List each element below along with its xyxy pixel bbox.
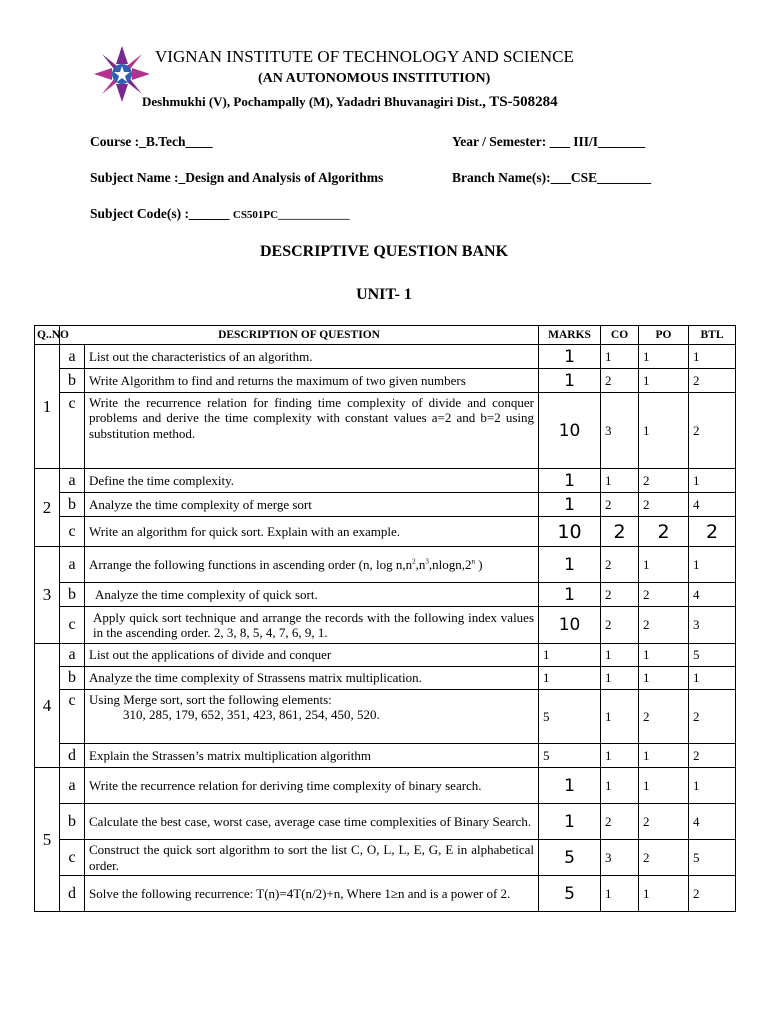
marks-cell: 10	[539, 393, 601, 469]
table-row	[35, 804, 736, 840]
question-number: 5	[35, 768, 60, 912]
subject-code-field	[90, 206, 350, 222]
sub-label: a	[60, 345, 85, 369]
question-text: Write an algorithm for quick sort. Explain with an example.	[85, 517, 539, 547]
question-text	[85, 690, 539, 744]
co-cell: 1	[601, 876, 639, 912]
marks-cell: 1	[539, 369, 601, 393]
question-text: Apply quick sort technique and arrange the records with the following index values in the ascending order. 2, 3, 8, 5, 4, 7, 6, 9, 1.	[85, 607, 539, 644]
marks-cell: 1	[539, 804, 601, 840]
header-description: DESCRIPTION OF QUESTION	[60, 326, 539, 345]
table-row	[35, 583, 736, 607]
superscript: 2	[412, 557, 416, 566]
co-cell: 2	[601, 517, 639, 547]
btl-cell: 2	[689, 690, 736, 744]
btl-cell: 4	[689, 583, 736, 607]
marks-cell: 1	[539, 644, 601, 667]
po-cell: 1	[639, 369, 689, 393]
table-row	[35, 469, 736, 493]
question-text	[85, 547, 539, 583]
question-text: Write the recurrence relation for deriving time complexity of binary search.	[85, 768, 539, 804]
table-row	[35, 644, 736, 667]
marks-cell: 5	[539, 876, 601, 912]
sub-label: a	[60, 547, 85, 583]
co-cell: 1	[601, 768, 639, 804]
question-text: Write the recurrence relation for finding time complexity of divide and conquer problems and derive the time complexity with constant values a=2 and b=2 using substitution method.	[85, 393, 539, 469]
sub-label: b	[60, 583, 85, 607]
co-cell: 2	[601, 547, 639, 583]
sub-label: d	[60, 876, 85, 912]
table-row	[35, 667, 736, 690]
btl-cell: 5	[689, 840, 736, 876]
po-cell: 2	[639, 840, 689, 876]
po-cell: 1	[639, 768, 689, 804]
text-part: )	[475, 556, 483, 572]
question-text: Construct the quick sort algorithm to sort the list C, O, L, L, E, G, E in alphabetical order.	[85, 840, 539, 876]
superscript: n	[471, 557, 475, 566]
table-row	[35, 607, 736, 644]
po-cell: 1	[639, 393, 689, 469]
btl-cell: 3	[689, 607, 736, 644]
sub-label: a	[60, 644, 85, 667]
marks-cell: 1	[539, 667, 601, 690]
marks-cell: 1	[539, 345, 601, 369]
po-cell: 1	[639, 547, 689, 583]
table-row	[35, 345, 736, 369]
question-number: 1	[35, 345, 60, 469]
po-cell: 2	[639, 690, 689, 744]
sub-label: b	[60, 804, 85, 840]
question-text: Calculate the best case, worst case, average case time complexities of Binary Search.	[85, 804, 539, 840]
table-row	[35, 369, 736, 393]
table-row	[35, 876, 736, 912]
po-cell: 2	[639, 607, 689, 644]
co-cell: 2	[601, 583, 639, 607]
header-po: PO	[639, 326, 689, 345]
question-number: 2	[35, 469, 60, 547]
po-cell: 1	[639, 345, 689, 369]
btl-cell: 2	[689, 393, 736, 469]
text-part: ,n	[415, 556, 426, 572]
marks-cell: 1	[539, 583, 601, 607]
co-cell: 2	[601, 804, 639, 840]
unit-title: UNIT- 1	[356, 286, 412, 303]
subject-name-field: Subject Name :_Design and Analysis of Algorithms	[90, 170, 384, 185]
btl-cell: 1	[689, 667, 736, 690]
marks-cell: 1	[539, 469, 601, 493]
question-text: Analyze the time complexity of quick sort.	[85, 583, 539, 607]
co-cell: 1	[601, 469, 639, 493]
po-cell: 2	[639, 804, 689, 840]
sub-label: d	[60, 744, 85, 768]
co-cell: 3	[601, 393, 639, 469]
sub-label: c	[60, 840, 85, 876]
po-cell: 2	[639, 583, 689, 607]
sub-label: b	[60, 493, 85, 517]
po-cell: 1	[639, 644, 689, 667]
co-cell: 2	[601, 607, 639, 644]
btl-cell: 2	[689, 744, 736, 768]
btl-cell: 2	[689, 876, 736, 912]
co-cell: 2	[601, 493, 639, 517]
btl-cell: 2	[689, 517, 736, 547]
btl-cell: 1	[689, 768, 736, 804]
co-cell: 1	[601, 345, 639, 369]
question-text: Explain the Strassen’s matrix multiplication algorithm	[85, 744, 539, 768]
sub-label: c	[60, 393, 85, 469]
subject-code-label: Subject Code(s) :______	[90, 206, 230, 221]
text-part: ,nlogn,2	[428, 556, 472, 572]
header-marks: MARKS	[539, 326, 601, 345]
question-text: Write Algorithm to find and returns the maximum of two given numbers	[85, 369, 539, 393]
po-cell: 1	[639, 667, 689, 690]
po-cell: 2	[639, 469, 689, 493]
po-cell: 1	[639, 744, 689, 768]
sub-label: a	[60, 469, 85, 493]
marks-cell: 10	[539, 517, 601, 547]
question-text: Solve the following recurrence: T(n)=4T(n/2)+n, Where 1≥n and is a power of 2.	[85, 876, 539, 912]
table-row	[35, 840, 736, 876]
co-cell: 1	[601, 667, 639, 690]
btl-cell: 5	[689, 644, 736, 667]
co-cell: 3	[601, 840, 639, 876]
question-number: 4	[35, 644, 60, 768]
question-number: 3	[35, 547, 60, 644]
question-text: Define the time complexity.	[85, 469, 539, 493]
header-qno: Q..NO	[35, 326, 60, 345]
table-header-row	[35, 326, 736, 345]
question-text: Analyze the time complexity of merge sort	[85, 493, 539, 517]
po-cell: 1	[639, 876, 689, 912]
table-row	[35, 493, 736, 517]
sub-label: c	[60, 607, 85, 644]
question-text: List out the applications of divide and conquer	[85, 644, 539, 667]
table-row	[35, 517, 736, 547]
branch-field: Branch Name(s):___CSE________	[452, 170, 652, 185]
address-pin: , TS-508284	[482, 94, 558, 110]
superscript: 3	[425, 557, 429, 566]
institution-address	[142, 94, 558, 111]
table-row	[35, 393, 736, 469]
marks-cell: 1	[539, 768, 601, 804]
marks-cell: 5	[539, 690, 601, 744]
btl-cell: 4	[689, 804, 736, 840]
header-co: CO	[601, 326, 639, 345]
year-semester-field: Year / Semester: ___ III/I_______	[452, 134, 646, 149]
marks-cell: 1	[539, 493, 601, 517]
document-title: DESCRIPTIVE QUESTION BANK	[259, 243, 509, 260]
marks-cell: 5	[539, 744, 601, 768]
btl-cell: 1	[689, 345, 736, 369]
btl-cell: 1	[689, 469, 736, 493]
sub-label: c	[60, 690, 85, 744]
table-row	[35, 768, 736, 804]
sub-label: b	[60, 667, 85, 690]
element-list: 310, 285, 179, 652, 351, 423, 861, 254, 450, 520.	[123, 707, 380, 723]
table-row	[35, 547, 736, 583]
subject-code-value: CS501PC_____________	[232, 209, 350, 221]
marks-cell: 10	[539, 607, 601, 644]
sub-label: a	[60, 768, 85, 804]
text-part: Arrange the following functions in ascending order (n, log n,n	[89, 556, 413, 572]
btl-cell: 2	[689, 369, 736, 393]
co-cell: 1	[601, 690, 639, 744]
institution-name: VIGNAN INSTITUTE OF TECHNOLOGY AND SCIENCE	[155, 47, 574, 66]
address-text: Deshmukhi (V), Pochampally (M), Yadadri Bhuvanagiri Dist.	[142, 94, 483, 109]
co-cell: 2	[601, 369, 639, 393]
question-text: Analyze the time complexity of Strassens matrix multiplication.	[85, 667, 539, 690]
btl-cell: 4	[689, 493, 736, 517]
institution-subtitle: (AN AUTONOMOUS INSTITUTION)	[258, 71, 491, 86]
sub-label: b	[60, 369, 85, 393]
marks-cell: 5	[539, 840, 601, 876]
co-cell: 1	[601, 744, 639, 768]
question-table	[34, 325, 736, 912]
co-cell: 1	[601, 644, 639, 667]
marks-cell: 1	[539, 547, 601, 583]
text-part: Using Merge sort, sort the following elements:	[89, 692, 332, 707]
course-field: Course :_B.Tech____	[90, 134, 213, 149]
table-row	[35, 690, 736, 744]
table-row	[35, 744, 736, 768]
header-btl: BTL	[689, 326, 736, 345]
po-cell: 2	[639, 517, 689, 547]
sub-label: c	[60, 517, 85, 547]
btl-cell: 1	[689, 547, 736, 583]
question-text: List out the characteristics of an algorithm.	[85, 345, 539, 369]
po-cell: 2	[639, 493, 689, 517]
